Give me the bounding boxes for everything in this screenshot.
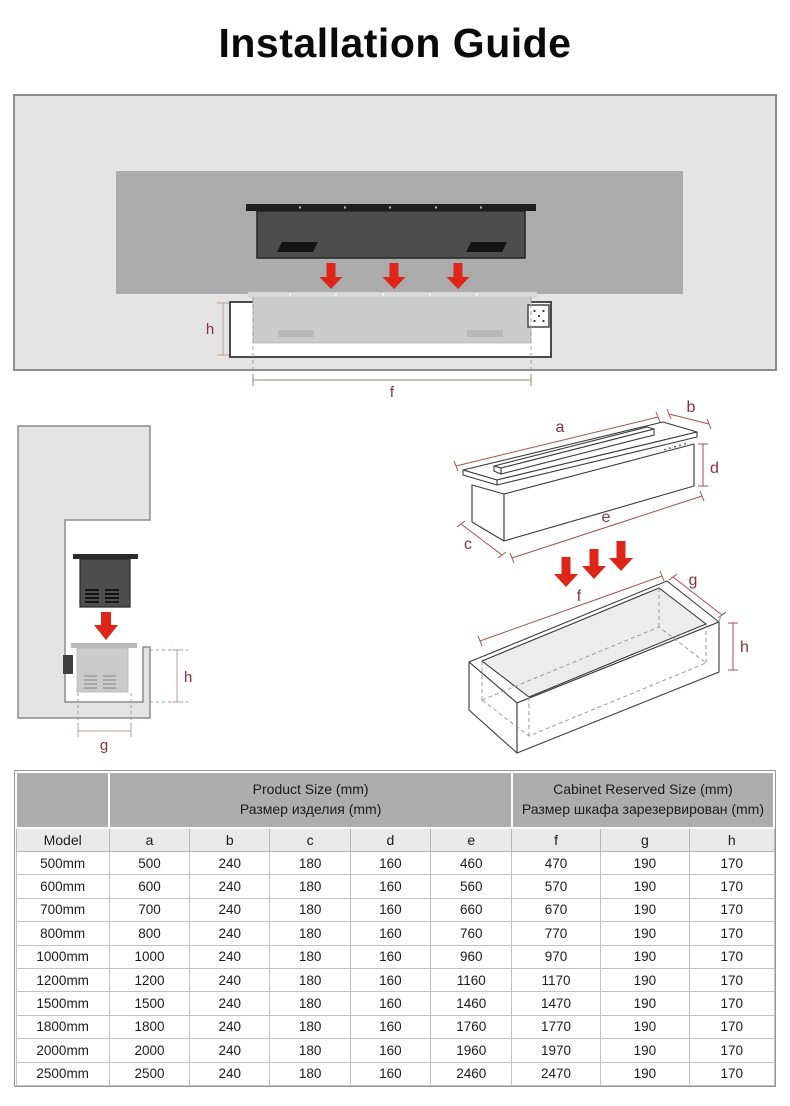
product-3d-diagram xyxy=(454,399,719,563)
recessed-unit xyxy=(77,648,128,692)
size-value-cell: 190 xyxy=(600,1015,689,1038)
size-value-cell: 170 xyxy=(690,875,774,898)
size-value-cell: 190 xyxy=(600,922,689,945)
size-value-cell: 500 xyxy=(109,852,189,875)
size-value-cell: 960 xyxy=(431,945,512,968)
size-value-cell: 190 xyxy=(600,992,689,1015)
product-left-face xyxy=(472,485,504,541)
size-value-cell: 800 xyxy=(109,922,189,945)
down-arrow-icon xyxy=(582,549,606,579)
size-value-cell: 2460 xyxy=(431,1062,512,1085)
dimension-label-e: e xyxy=(601,509,611,526)
size-value-cell: 240 xyxy=(190,898,270,921)
cabinet-size-label-ru: Размер шкафа зарезервирован (mm) xyxy=(521,801,764,817)
table-row xyxy=(16,1039,774,1062)
down-arrow-icon xyxy=(94,612,118,640)
model-cell: 1500mm xyxy=(16,992,109,1015)
size-value-cell: 760 xyxy=(431,922,512,945)
size-value-cell: 160 xyxy=(350,992,430,1015)
size-value-cell: 160 xyxy=(350,922,430,945)
model-cell: 2000mm xyxy=(16,1039,109,1062)
vent-slot xyxy=(466,242,507,252)
table-row xyxy=(16,945,774,968)
dimension-label-f: f xyxy=(576,588,582,605)
page-title: Installation Guide xyxy=(218,20,572,66)
size-value-cell: 190 xyxy=(600,898,689,921)
model-cell: 700mm xyxy=(16,898,109,921)
size-value-cell: 180 xyxy=(270,945,350,968)
size-value-cell: 1170 xyxy=(512,968,600,991)
spec-table-section xyxy=(14,770,776,1087)
size-value-cell: 1160 xyxy=(431,968,512,991)
size-value-cell: 240 xyxy=(190,922,270,945)
dimension-label-h: h xyxy=(740,639,749,656)
size-value-cell: 1200 xyxy=(109,968,189,991)
product-size-group-header xyxy=(109,772,512,828)
table-row xyxy=(16,875,774,898)
size-value-cell: 660 xyxy=(431,898,512,921)
dimension-label-a: a xyxy=(555,419,565,436)
size-value-cell: 570 xyxy=(512,875,600,898)
size-value-cell: 600 xyxy=(109,875,189,898)
column-header-model: Model xyxy=(16,828,109,852)
dimension-label-g: g xyxy=(99,737,109,754)
size-value-cell: 670 xyxy=(512,898,600,921)
size-value-cell: 460 xyxy=(431,852,512,875)
size-value-cell: 190 xyxy=(600,852,689,875)
cabinet-cavity-side xyxy=(63,643,137,692)
size-value-cell: 160 xyxy=(350,1015,430,1038)
size-value-cell: 240 xyxy=(190,852,270,875)
down-arrow-icon xyxy=(609,541,633,571)
size-value-cell: 190 xyxy=(600,1039,689,1062)
size-value-cell: 170 xyxy=(690,968,774,991)
table-row xyxy=(16,898,774,921)
size-value-cell: 180 xyxy=(270,1039,350,1062)
size-value-cell: 2000 xyxy=(109,1039,189,1062)
model-cell: 1800mm xyxy=(16,1015,109,1038)
size-value-cell: 180 xyxy=(270,875,350,898)
size-value-cell: 180 xyxy=(270,968,350,991)
size-value-cell: 1770 xyxy=(512,1015,600,1038)
product-size-label-ru: Размер изделия (mm) xyxy=(239,801,382,817)
size-value-cell: 2500 xyxy=(109,1062,189,1085)
size-value-cell: 1460 xyxy=(431,992,512,1015)
size-value-cell: 470 xyxy=(512,852,600,875)
cabinet-cavity-front xyxy=(230,292,551,357)
table-row xyxy=(16,1062,774,1085)
size-value-cell: 2470 xyxy=(512,1062,600,1085)
column-header-row xyxy=(16,828,774,852)
size-value-cell: 170 xyxy=(690,922,774,945)
size-value-cell: 160 xyxy=(350,1039,430,1062)
unit-top-flange xyxy=(248,292,537,297)
size-value-cell: 170 xyxy=(690,992,774,1015)
model-cell: 800mm xyxy=(16,922,109,945)
column-header-b: b xyxy=(190,828,270,852)
dimension-label-h: h xyxy=(184,669,193,686)
size-value-cell: 1500 xyxy=(109,992,189,1015)
vent-slot xyxy=(278,330,314,337)
size-value-cell: 190 xyxy=(600,968,689,991)
dimension-label-h: h xyxy=(205,321,215,338)
size-value-cell: 180 xyxy=(270,852,350,875)
size-value-cell: 180 xyxy=(270,992,350,1015)
power-socket-icon xyxy=(528,305,549,327)
table-row xyxy=(16,852,774,875)
spec-table xyxy=(15,771,775,1086)
size-value-cell: 160 xyxy=(350,1062,430,1085)
cabinet-size-group-header xyxy=(512,772,774,828)
column-header-h: h xyxy=(690,828,774,852)
table-row xyxy=(16,1015,774,1038)
size-value-cell: 1970 xyxy=(512,1039,600,1062)
front-view-diagram xyxy=(14,95,776,401)
column-header-e: e xyxy=(431,828,512,852)
size-value-cell: 1760 xyxy=(431,1015,512,1038)
size-value-cell: 170 xyxy=(690,852,774,875)
fireplace-insert-front xyxy=(246,204,536,258)
down-arrow-icon xyxy=(554,557,578,587)
size-value-cell: 160 xyxy=(350,852,430,875)
vent-slot xyxy=(277,242,318,252)
table-row xyxy=(16,968,774,991)
size-value-cell: 970 xyxy=(512,945,600,968)
table-row xyxy=(16,922,774,945)
size-value-cell: 180 xyxy=(270,898,350,921)
size-value-cell: 180 xyxy=(270,1062,350,1085)
model-cell: 1000mm xyxy=(16,945,109,968)
insert-body xyxy=(80,559,130,607)
insert-top-flange xyxy=(73,554,138,559)
column-header-c: c xyxy=(270,828,350,852)
size-value-cell: 160 xyxy=(350,898,430,921)
model-cell: 600mm xyxy=(16,875,109,898)
column-header-f: f xyxy=(512,828,600,852)
size-value-cell: 240 xyxy=(190,1015,270,1038)
column-header-g: g xyxy=(600,828,689,852)
spec-table-body xyxy=(16,852,774,1086)
cabinet-size-label-en: Cabinet Reserved Size (mm) xyxy=(553,781,733,798)
size-value-cell: 1470 xyxy=(512,992,600,1015)
size-value-cell: 170 xyxy=(690,1039,774,1062)
corner-cell xyxy=(16,772,109,828)
side-view-diagram xyxy=(18,426,192,754)
size-value-cell: 560 xyxy=(431,875,512,898)
size-value-cell: 170 xyxy=(690,1062,774,1085)
size-value-cell: 240 xyxy=(190,968,270,991)
fireplace-insert-side xyxy=(73,554,138,607)
size-value-cell: 180 xyxy=(270,1015,350,1038)
size-value-cell: 190 xyxy=(600,1062,689,1085)
size-value-cell: 160 xyxy=(350,875,430,898)
size-value-cell: 180 xyxy=(270,922,350,945)
size-value-cell: 770 xyxy=(512,922,600,945)
product-size-label-en: Product Size (mm) xyxy=(252,781,369,798)
power-socket-icon xyxy=(63,655,73,674)
size-value-cell: 170 xyxy=(690,1015,774,1038)
size-value-cell: 240 xyxy=(190,1062,270,1085)
size-value-cell: 170 xyxy=(690,945,774,968)
size-value-cell: 160 xyxy=(350,945,430,968)
model-cell: 2500mm xyxy=(16,1062,109,1085)
size-value-cell: 190 xyxy=(600,875,689,898)
size-value-cell: 160 xyxy=(350,968,430,991)
size-value-cell: 700 xyxy=(109,898,189,921)
size-value-cell: 1960 xyxy=(431,1039,512,1062)
model-cell: 1200mm xyxy=(16,968,109,991)
dimension-label-d: d xyxy=(710,460,719,477)
size-value-cell: 1000 xyxy=(109,945,189,968)
dimension-label-c: c xyxy=(464,536,472,553)
unit-top-flange xyxy=(71,643,137,648)
group-header-row xyxy=(16,772,774,828)
table-row xyxy=(16,992,774,1015)
size-value-cell: 1800 xyxy=(109,1015,189,1038)
size-value-cell: 240 xyxy=(190,1039,270,1062)
size-value-cell: 240 xyxy=(190,992,270,1015)
dimension-label-b: b xyxy=(686,399,696,416)
dimension-label-g: g xyxy=(688,572,698,589)
size-value-cell: 240 xyxy=(190,945,270,968)
size-value-cell: 190 xyxy=(600,945,689,968)
dimension-label-f: f xyxy=(389,384,395,401)
size-value-cell: 170 xyxy=(690,898,774,921)
vent-slot xyxy=(467,330,503,337)
model-cell: 500mm xyxy=(16,852,109,875)
column-header-d: d xyxy=(350,828,430,852)
cabinet-3d-diagram xyxy=(469,571,749,753)
size-value-cell: 240 xyxy=(190,875,270,898)
column-header-a: a xyxy=(109,828,189,852)
